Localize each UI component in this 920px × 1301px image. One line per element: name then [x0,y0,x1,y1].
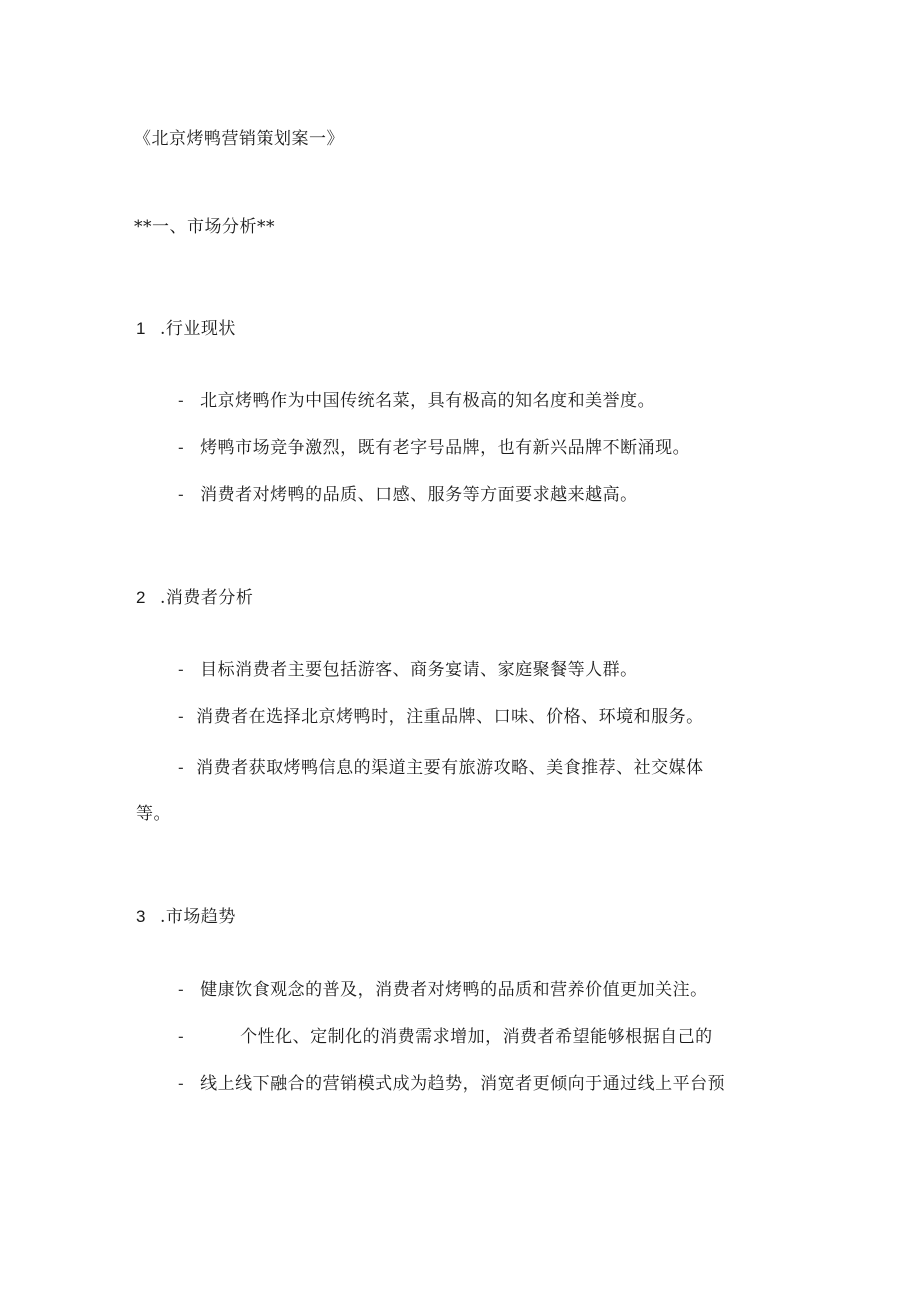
subsection-heading-industry [136,318,236,340]
continuation-text: 等。 [136,804,171,824]
list-item [178,706,704,728]
title-text: 《北京烤鸭营销策划案一》 [134,129,344,149]
list-item-continuation [136,803,171,825]
list-item-text: 健康饮食观念的普及，消费者对烤鸭的品质和营养价值更加关注。 [200,980,708,1000]
list-item-text: 消费者在选择北京烤鸭时，注重品牌、口味、价格、环境和服务。 [196,707,704,727]
list-item [178,390,655,412]
list-item [178,484,638,506]
dash-bullet: - [178,485,185,504]
section-heading-market-analysis [134,216,275,238]
dash-bullet: - [178,660,185,679]
dash-bullet: - [178,980,185,999]
list-item [178,757,704,779]
list-item-text: 烤鸭市场竞争激烈，既有老字号品牌，也有新兴品牌不断涌现。 [200,438,691,458]
subsection-number: 1 [136,319,146,338]
subsection-number: 3 [136,907,146,926]
list-item-text: 消费者获取烤鸭信息的渠道主要有旅游攻略、美食推荐、社交媒体 [196,758,704,778]
list-item [178,1026,713,1048]
list-item-text: 消费者对烤鸭的品质、口感、服务等方面要求越来越高。 [200,485,638,505]
list-item [178,1073,725,1095]
list-item-text: 个性化、定制化的消费需求增加，消费者希望能够根据自己的 [240,1027,713,1047]
subsection-heading-consumer [136,587,253,609]
dash-bullet: - [178,707,185,726]
document-title [134,128,344,150]
dash-bullet: - [178,758,185,777]
list-item [178,659,638,681]
list-item-text: 目标消费者主要包括游客、商务宴请、家庭聚餐等人群。 [200,660,638,680]
subsection-label: .市场趋势 [159,907,236,927]
section-heading-text: **一、市场分析** [134,217,275,237]
subsection-number: 2 [136,588,146,607]
list-item [178,437,690,459]
dash-bullet: - [178,438,185,457]
list-item-text: 线上线下融合的营销模式成为趋势，消宽者更倾向于通过线上平台预 [200,1074,726,1094]
subsection-heading-trends [136,906,236,928]
dash-bullet: - [178,1027,185,1046]
subsection-label: .消费者分析 [159,588,254,608]
dash-bullet: - [178,391,185,410]
dash-bullet: - [178,1074,185,1093]
subsection-label: .行业现状 [159,319,236,339]
list-item-text: 北京烤鸭作为中国传统名菜，具有极高的知名度和美誉度。 [200,391,656,411]
list-item [178,979,708,1001]
